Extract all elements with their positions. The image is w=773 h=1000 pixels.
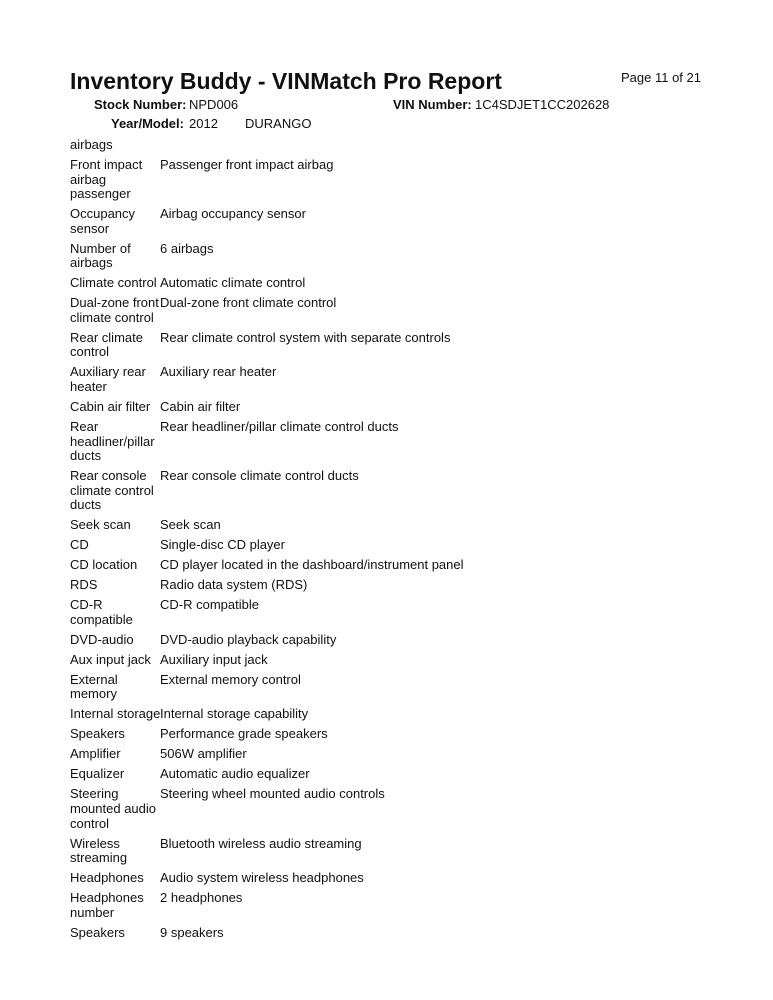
- feature-row: [70, 420, 710, 464]
- feature-row: [70, 578, 710, 593]
- feature-value: Auxiliary input jack: [160, 651, 268, 667]
- feature-value: [160, 138, 710, 153]
- feature-row: [70, 242, 710, 271]
- feature-row: [70, 926, 710, 941]
- report-title: Inventory Buddy - VINMatch Pro Report: [70, 68, 502, 94]
- feature-row: [70, 276, 710, 291]
- page-number: Page 11 of 21: [621, 70, 701, 85]
- feature-value: Rear headliner/pillar climate control ducts: [160, 419, 399, 435]
- feature-name: Front impact airbag passenger: [70, 156, 143, 202]
- feature-value: Radio data system (RDS): [160, 577, 308, 593]
- feature-value: CD-R compatible: [160, 597, 259, 613]
- feature-value: Rear climate control system with separate controls: [160, 329, 451, 345]
- feature-value: Rear console climate control ducts: [160, 468, 359, 484]
- feature-value: Dual-zone front climate control: [160, 295, 337, 311]
- feature-row: [70, 707, 710, 722]
- feature-row: [70, 891, 710, 920]
- feature-name: airbags: [70, 137, 113, 152]
- feature-row: [70, 538, 710, 553]
- feature-value: Performance grade speakers: [160, 726, 328, 742]
- feature-name: CD location: [70, 557, 138, 573]
- feature-name: RDS: [70, 577, 98, 593]
- feature-name: Occupancy sensor: [70, 206, 136, 236]
- feature-row: [70, 727, 710, 742]
- year-value: 2012: [189, 116, 218, 131]
- feature-value: Single-disc CD player: [160, 537, 285, 553]
- feature-row: [70, 518, 710, 533]
- feature-value: 506W amplifier: [160, 746, 247, 762]
- feature-value: Airbag occupancy sensor: [160, 206, 306, 222]
- feature-row: [70, 633, 710, 648]
- feature-name: CD: [70, 537, 89, 553]
- feature-value: 9 speakers: [160, 924, 224, 940]
- feature-row: [70, 871, 710, 886]
- feature-row: [70, 837, 710, 866]
- feature-row: [70, 400, 710, 415]
- feature-row: [70, 673, 710, 702]
- stock-number-label: Stock Number:: [94, 97, 187, 112]
- feature-row: [70, 207, 710, 236]
- year-model-label: Year/Model:: [111, 116, 184, 131]
- feature-value: Steering wheel mounted audio controls: [160, 786, 385, 802]
- vin-number-label: VIN Number:: [393, 97, 472, 112]
- vin-number-value: 1C4SDJET1CC202628: [475, 97, 610, 112]
- feature-row: [70, 296, 710, 325]
- feature-row: [70, 158, 710, 202]
- feature-row: [70, 469, 710, 513]
- feature-value: Automatic climate control: [160, 275, 306, 291]
- feature-value: Bluetooth wireless audio streaming: [160, 835, 362, 851]
- feature-name: Aux input jack: [70, 651, 151, 667]
- feature-name: Cabin air filter: [70, 399, 151, 415]
- feature-name: Internal storage: [70, 706, 161, 722]
- feature-value: Internal storage capability: [160, 706, 309, 722]
- feature-name: Headphones number: [70, 890, 144, 920]
- feature-name: Headphones: [70, 870, 144, 886]
- feature-name: Auxiliary rear heater: [70, 364, 146, 395]
- feature-value: Passenger front impact airbag: [160, 156, 334, 172]
- feature-name: Rear console climate control ducts: [70, 468, 154, 513]
- feature-name: Speakers: [70, 924, 125, 940]
- feature-row: [70, 365, 710, 394]
- model-value: DURANGO: [245, 116, 312, 131]
- feature-list: [70, 138, 710, 946]
- stock-number-value: NPD006: [189, 97, 239, 112]
- feature-name: Dual-zone front climate control: [70, 295, 159, 325]
- feature-value: CD player located in the dashboard/instrument panel: [160, 557, 464, 573]
- feature-name: Number of airbags: [70, 240, 131, 271]
- feature-name: Climate control: [70, 275, 157, 291]
- feature-name: Wireless streaming: [70, 835, 128, 866]
- feature-value: External memory control: [160, 671, 301, 687]
- feature-name: CD-R compatible: [70, 597, 133, 627]
- feature-value: 6 airbags: [160, 240, 214, 256]
- feature-value: Auxiliary rear heater: [160, 364, 277, 380]
- feature-name: Steering mounted audio control: [70, 786, 157, 831]
- feature-value: Cabin air filter: [160, 399, 241, 415]
- feature-name: DVD-audio: [70, 631, 134, 647]
- feature-row: [70, 331, 710, 360]
- feature-name: Rear climate control: [70, 329, 143, 360]
- feature-value: Seek scan: [160, 517, 221, 533]
- feature-row: [70, 787, 710, 831]
- feature-value: Automatic audio equalizer: [160, 766, 310, 782]
- feature-row: [70, 747, 710, 762]
- feature-name: Speakers: [70, 726, 125, 742]
- feature-row: [70, 653, 710, 668]
- feature-name: External memory: [70, 671, 118, 702]
- feature-name: Seek scan: [70, 517, 131, 533]
- feature-value: DVD-audio playback capability: [160, 631, 337, 647]
- feature-row: [70, 558, 710, 573]
- feature-row: [70, 138, 710, 153]
- feature-name: Rear headliner/pillar ducts: [70, 419, 155, 464]
- feature-row: [70, 598, 710, 627]
- feature-value: Audio system wireless headphones: [160, 870, 364, 886]
- feature-name: Equalizer: [70, 766, 125, 782]
- feature-row: [70, 767, 710, 782]
- feature-name: Amplifier: [70, 746, 121, 762]
- feature-value: 2 headphones: [160, 890, 243, 906]
